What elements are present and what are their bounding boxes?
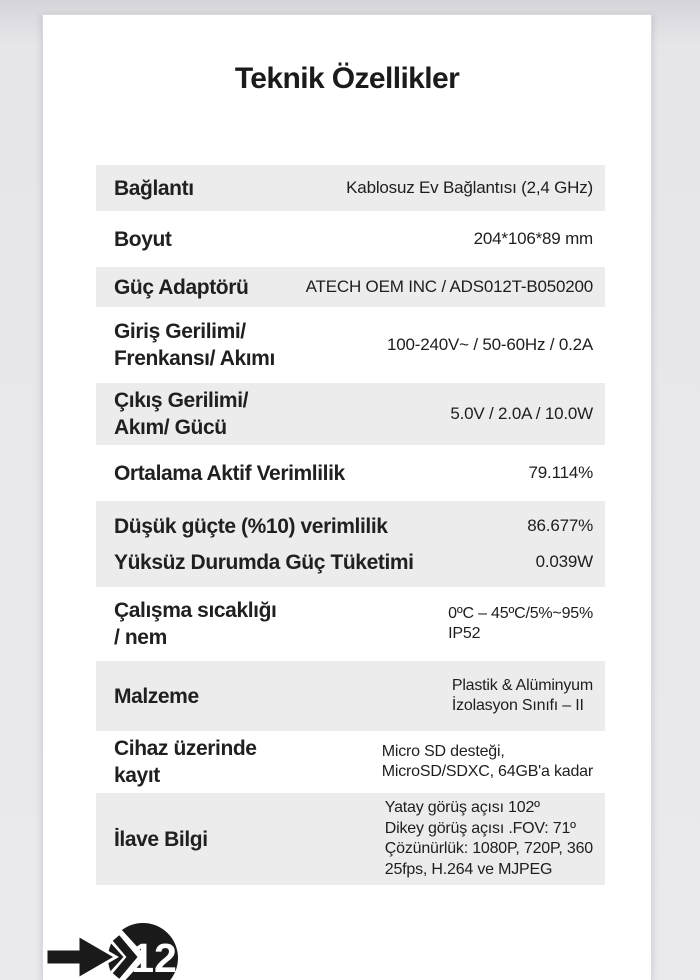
row-label-line: Frenkansı/ Akımı: [114, 347, 275, 370]
row-value-line: 0ºC – 45ºC/5%~95%: [448, 604, 593, 622]
table-row: [96, 587, 605, 661]
table-row: [96, 211, 605, 267]
table-row: [96, 793, 605, 885]
row-label: [114, 683, 440, 710]
row-value-line: Dikey görüş açısı .FOV: 71º: [384, 819, 576, 837]
page-title: Teknik Özellikler: [234, 62, 460, 95]
row-label: Düşük güçte (%10) verimlilik: [114, 514, 388, 538]
row-label-line: Akım/ Gücü: [114, 416, 227, 439]
row-label-line: Güç Adaptörü: [114, 275, 249, 299]
spec-table: [96, 165, 605, 885]
row-value-lines: [382, 742, 593, 783]
row-label: [114, 826, 373, 853]
row-value-lines: [448, 604, 593, 645]
row-value-line: IP52: [448, 625, 481, 642]
row-value: [529, 462, 593, 484]
row-label: [114, 175, 334, 202]
row-value: [382, 742, 593, 783]
row-value-lines: [452, 676, 593, 717]
row-value: 0.039W: [535, 552, 593, 571]
row-value: [385, 798, 593, 880]
table-row: [96, 307, 605, 383]
row-label: [114, 387, 438, 441]
row-value-line: Micro SD desteği,: [381, 742, 505, 760]
row-label-line: Çalışma sıcaklığı: [114, 599, 277, 622]
row-value-line: Çözünürlük: 1080P, 720P, 360: [384, 840, 593, 857]
row-value-lines: [385, 798, 593, 880]
row-value: [452, 676, 593, 717]
row-value-line: 204*106*89 mm: [473, 229, 593, 248]
row-label-line: / nem: [114, 626, 167, 649]
row-label-line: Ortalama Aktif Verimlilik: [114, 461, 345, 485]
row-label-line: Malzeme: [114, 684, 199, 708]
row-value-line: Kablosuz Ev Bağlantısı (2,4 GHz): [346, 178, 593, 197]
row-value-line: Yatay görüş açısı 102º: [384, 799, 540, 816]
row-label-line: kayıt: [114, 764, 160, 787]
row-value-line: 25fps, H.264 ve MJPEG: [384, 860, 553, 878]
row-value-line: MicroSD/SDXC, 64GB'a kadar: [381, 763, 593, 780]
row-value-line: ATECH OEM INC / ADS012T-B050200: [305, 277, 593, 296]
table-row: [96, 383, 605, 445]
row-label-line: Bağlantı: [114, 176, 194, 200]
row-value-line: İzolasyon Sınıfı – II: [451, 697, 584, 714]
table-row: [96, 661, 605, 731]
row-value: [306, 276, 593, 298]
row-label: [114, 460, 517, 487]
row-value-lines: [529, 462, 593, 484]
row-value-line: 5.0V / 2.0A / 10.0W: [450, 404, 593, 423]
row-value-lines: [306, 276, 593, 298]
row-label: [114, 274, 294, 301]
table-row: [96, 731, 605, 793]
row-label: [114, 735, 370, 789]
row-label-line: Cihaz üzerinde: [114, 737, 257, 760]
row-label-line: İlave Bilgi: [114, 827, 208, 851]
row-label: Yüksüz Durumda Güç Tüketimi: [114, 550, 414, 574]
table-row: [96, 501, 605, 587]
spec-sheet-card: [42, 14, 652, 980]
efup-arrow-circle-graphic: [42, 913, 191, 980]
row-value: 86.677%: [527, 516, 593, 535]
row-label: [114, 318, 375, 372]
row-label: [114, 226, 462, 253]
table-subrow: [114, 513, 593, 540]
efup-12-icon: [42, 913, 191, 980]
row-label-line: Boyut: [114, 227, 172, 251]
row-value: [474, 228, 593, 250]
row-label-line: Çıkış Gerilimi/: [114, 389, 249, 412]
row-label: [114, 597, 436, 651]
table-subrow: [114, 549, 593, 576]
row-value-line: Plastik & Alüminyum: [451, 676, 593, 694]
row-value-lines: [450, 403, 593, 425]
row-value-lines: [346, 177, 593, 199]
row-value: [387, 334, 593, 356]
row-value: [448, 604, 593, 645]
row-value-lines: [387, 334, 593, 356]
table-row: [96, 445, 605, 501]
row-value-lines: [474, 228, 593, 250]
efup-years-label: 12: [131, 935, 177, 980]
row-value: [346, 177, 593, 199]
row-value: [450, 403, 593, 425]
row-value-line: 79.114%: [528, 463, 593, 482]
table-row: [96, 267, 605, 307]
row-label-line: Giriş Gerilimi/: [114, 320, 246, 343]
row-value-line: 100-240V~ / 50-60Hz / 0.2A: [386, 335, 593, 354]
table-row: [96, 165, 605, 211]
